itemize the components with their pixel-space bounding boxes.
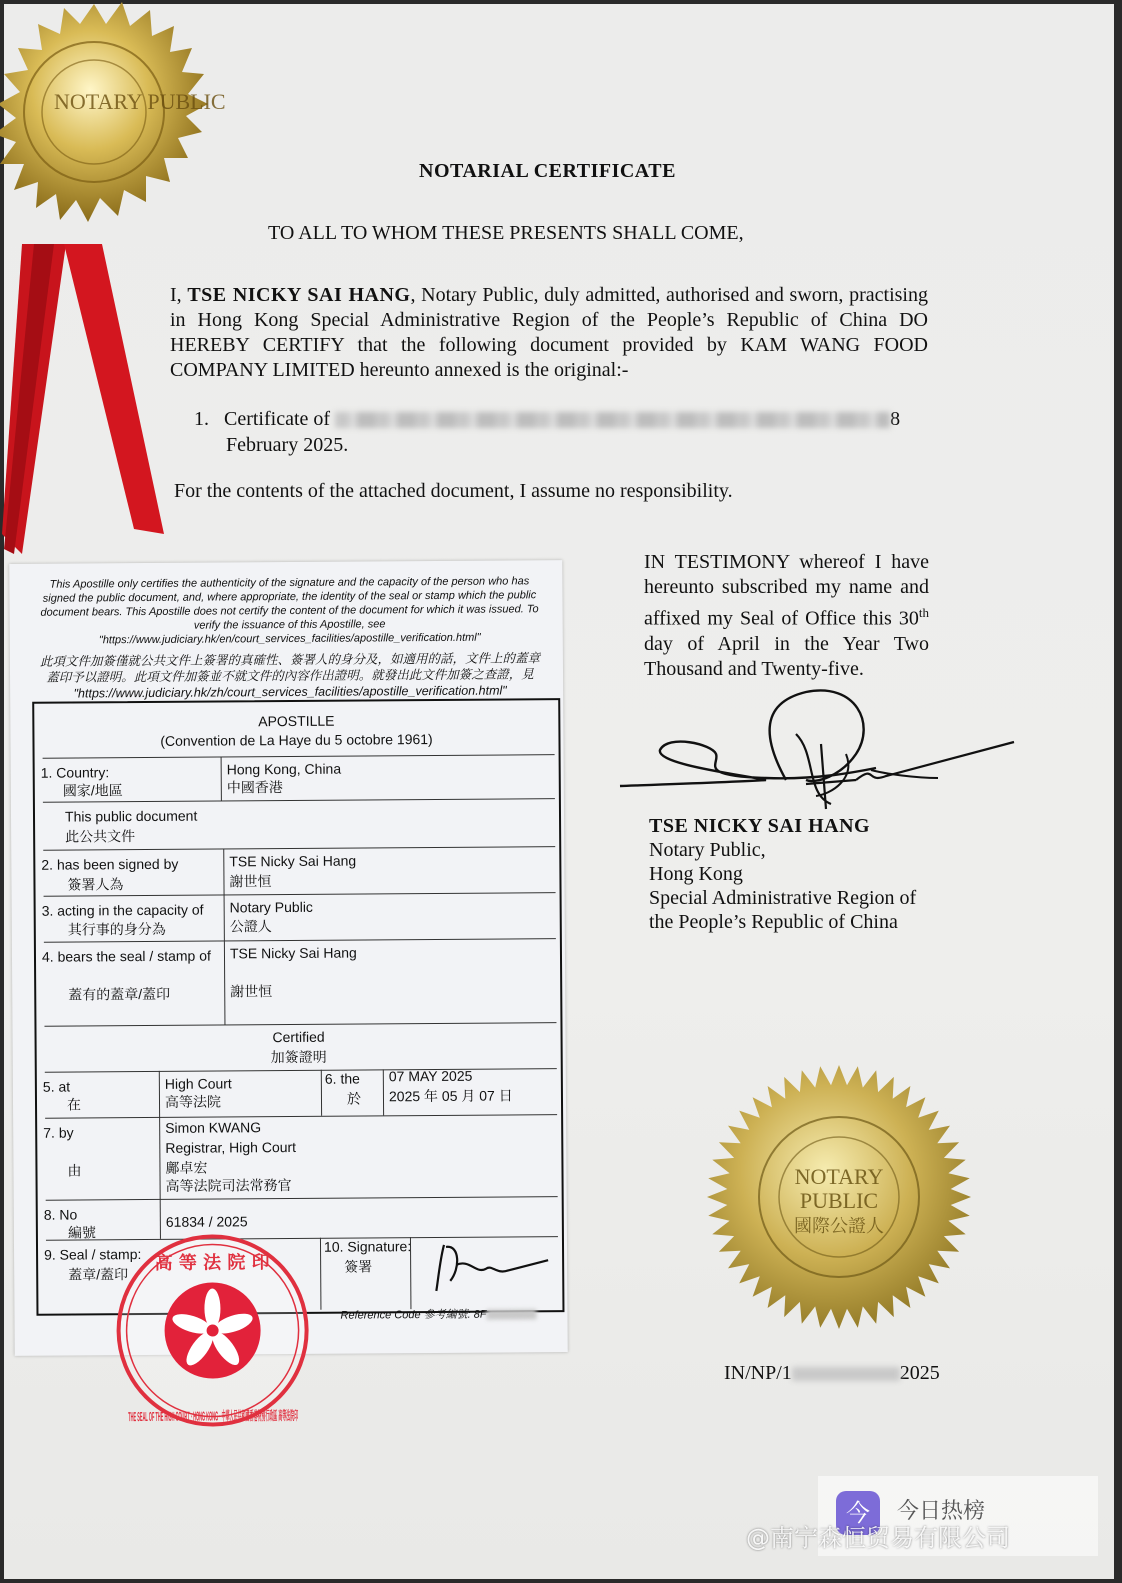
field-7-value-3: 鄺卓宏 <box>165 1159 208 1176</box>
certificate-reference <box>724 1362 940 1385</box>
apostille-disclaimer-en: This Apostille only certifies the authenticity of the signature and the capacity of the person who has signed the public document, and, where appropriate, the identity of the seal or stamp which the public document bears. This Apostille does not certify the content of the document for which it was issued. To verify the issuance of this Apostille, see "https://www.judiciary.hk/en/court_services_facilities/apostille_verification.html" <box>40 575 539 647</box>
svg-text:高 等 法 院 印: 高 等 法 院 印 <box>154 1252 270 1274</box>
salutation: TO ALL TO WHOM THESE PRESENTS SHALL COME, <box>268 222 744 244</box>
field-3-value-zh: 公證人 <box>229 918 272 935</box>
responsibility-statement: For the contents of the attached document, I assume no responsibility. <box>174 480 733 502</box>
field-4-label-zh: 蓋有的蓋章/蓋印 <box>68 985 171 1003</box>
field-2-value: TSE Nicky Sai Hang <box>229 852 357 870</box>
field-6-value: 07 MAY 2025 <box>388 1067 473 1085</box>
item-text-end: 8 <box>890 408 901 430</box>
item-text-line2: February 2025. <box>226 434 349 456</box>
field-4-value: TSE Nicky Sai Hang <box>229 944 357 962</box>
field-1-label-zh: 國家/地區 <box>62 782 123 799</box>
field-7-label: 7. by <box>43 1124 74 1141</box>
svg-text:NOTARY: NOTARY <box>794 1164 884 1189</box>
field-6-label: 6. the <box>324 1070 360 1087</box>
certification-paragraph <box>170 283 928 383</box>
apostille-card <box>9 560 685 1425</box>
registrar-signature-icon <box>430 1238 558 1299</box>
certified-heading: Certified <box>272 1028 325 1046</box>
signatory-name: TSE NICKY SAI HANG <box>649 815 871 837</box>
testimony-paragraph <box>644 550 929 682</box>
top-seal-text: NOTARY PUBLIC <box>54 89 226 114</box>
svg-text:PUBLIC: PUBLIC <box>799 1188 879 1213</box>
testimony-sup: th <box>918 605 929 620</box>
field-4-value-zh: 謝世恒 <box>230 983 273 1000</box>
app-logo-icon: 今 <box>836 1491 880 1535</box>
redacted-code <box>487 1309 537 1319</box>
seal-text: THE SEAL OF THE HIGH COURT · HONG KONG · 中華人民共和國香港特別行政區 高等法院印 <box>128 1405 685 1425</box>
field-9-label: 9. Seal / stamp: <box>44 1246 142 1263</box>
item-text-start: Certificate of <box>224 408 331 430</box>
reference-code-text: Reference Code 參考編號: 8F <box>340 1308 487 1322</box>
field-3-label: 3. acting in the capacity of <box>41 901 204 919</box>
testimony-text-1: IN TESTIMONY whereof I have hereunto subscribed my name and affixed my Seal of Office this 30 <box>644 551 929 630</box>
notarial-certificate-page <box>4 4 1114 1579</box>
field-5-value-zh: 高等法院 <box>164 1093 222 1110</box>
svg-text:國際公證人: 國際公證人 <box>794 1216 884 1237</box>
field-1-value-zh: 中國香港 <box>226 779 283 796</box>
field-8-label: 8. No <box>43 1206 78 1223</box>
signatory-line-1: Notary Public, <box>649 839 766 861</box>
notary-name: TSE NICKY SAI HANG <box>187 284 411 306</box>
field-9-label-zh: 蓋章/蓋印 <box>68 1266 129 1283</box>
signatory-line-3: Special Administrative Region of <box>649 887 917 909</box>
apostille-disclaimer-zh: 此項文件加簽僅就公共文件上簽署的真確性、簽署人的身分及，如適用的話，文件上的蓋章蓋印予以證明。此項文件加簽並不就文件的內容作出證明。就發出此文件加簽之查證，見 "https://www.judiciary.hk/zh/court_services_facilities/apostille_verification.html" <box>39 651 540 701</box>
list-item <box>194 406 929 458</box>
apostille-heading: APOSTILLE <box>258 712 335 730</box>
redacted-text <box>335 412 890 428</box>
notary-signature-icon <box>616 684 1016 814</box>
field-7-value-2: Registrar, High Court <box>165 1138 297 1156</box>
field-10-label-zh: 簽署 <box>344 1258 373 1275</box>
apostille-form <box>32 698 564 1316</box>
field-2-label: 2. has been signed by <box>41 855 179 873</box>
field-5-label-zh: 在 <box>66 1096 82 1113</box>
field-10-label: 10. Signature: <box>323 1238 412 1255</box>
doc-label-zh: 此公共文件 <box>65 828 136 845</box>
field-7-value-1: Simon KWANG <box>165 1119 262 1136</box>
reference-suffix: 2025 <box>899 1362 940 1384</box>
field-3-value: Notary Public <box>229 898 313 916</box>
intro-prefix: I, <box>170 284 188 306</box>
signatory-line-2: Hong Kong <box>649 863 743 885</box>
notary-signature-block <box>649 814 916 934</box>
field-3-label-zh: 其行事的身分為 <box>67 920 166 938</box>
field-7-value-4: 高等法院司法常務官 <box>165 1176 292 1194</box>
item-number: 1. <box>194 408 209 430</box>
field-4-label: 4. bears the seal / stamp of <box>41 947 211 965</box>
field-1-label: 1. Country: <box>40 764 110 781</box>
field-1-value: Hong Kong, China <box>226 760 342 778</box>
notary-gold-seal-icon <box>704 1062 974 1332</box>
signatory-line-4: the People’s Republic of China <box>649 911 898 933</box>
field-5-value: High Court <box>164 1075 232 1092</box>
watermark-app-name: 今日热榜 <box>897 1499 986 1524</box>
doc-label: This public document <box>64 807 198 825</box>
field-8-value: 61834 / 2025 <box>165 1213 248 1230</box>
field-2-value-zh: 謝世恒 <box>229 873 272 890</box>
testimony-text-2: day of April in the Year Two Thousand and Twenty-five. <box>644 632 929 680</box>
field-6-value-zh: 2025 年 05 月 07 日 <box>388 1087 513 1105</box>
field-2-label-zh: 簽署人為 <box>67 876 124 893</box>
watermark-handle: @南宁森恒贸易有限公司 <box>746 1524 1010 1552</box>
field-5-label: 5. at <box>42 1078 71 1095</box>
apostille-convention: (Convention de La Haye du 5 octobre 1961) <box>160 730 433 749</box>
redacted-reference <box>792 1367 900 1381</box>
reference-code <box>340 1305 536 1322</box>
field-6-label-zh: 於 <box>346 1090 362 1107</box>
field-8-label-zh: 編號 <box>67 1224 96 1241</box>
certified-heading-zh: 加簽證明 <box>270 1048 327 1066</box>
reference-prefix: IN/NP/1 <box>724 1362 792 1384</box>
page-title: NOTARIAL CERTIFICATE <box>419 160 676 182</box>
intro-body: , Notary Public, duly admitted, authorised and sworn, practising in Hong Kong Special Administrative Region of the People’s Republic of China DO HEREBY CERTIFY that the following document provided by KAM WANG FOOD COMPANY LIMITED hereunto annexed is the original:- <box>170 284 928 381</box>
field-7-label-zh: 由 <box>67 1162 82 1179</box>
